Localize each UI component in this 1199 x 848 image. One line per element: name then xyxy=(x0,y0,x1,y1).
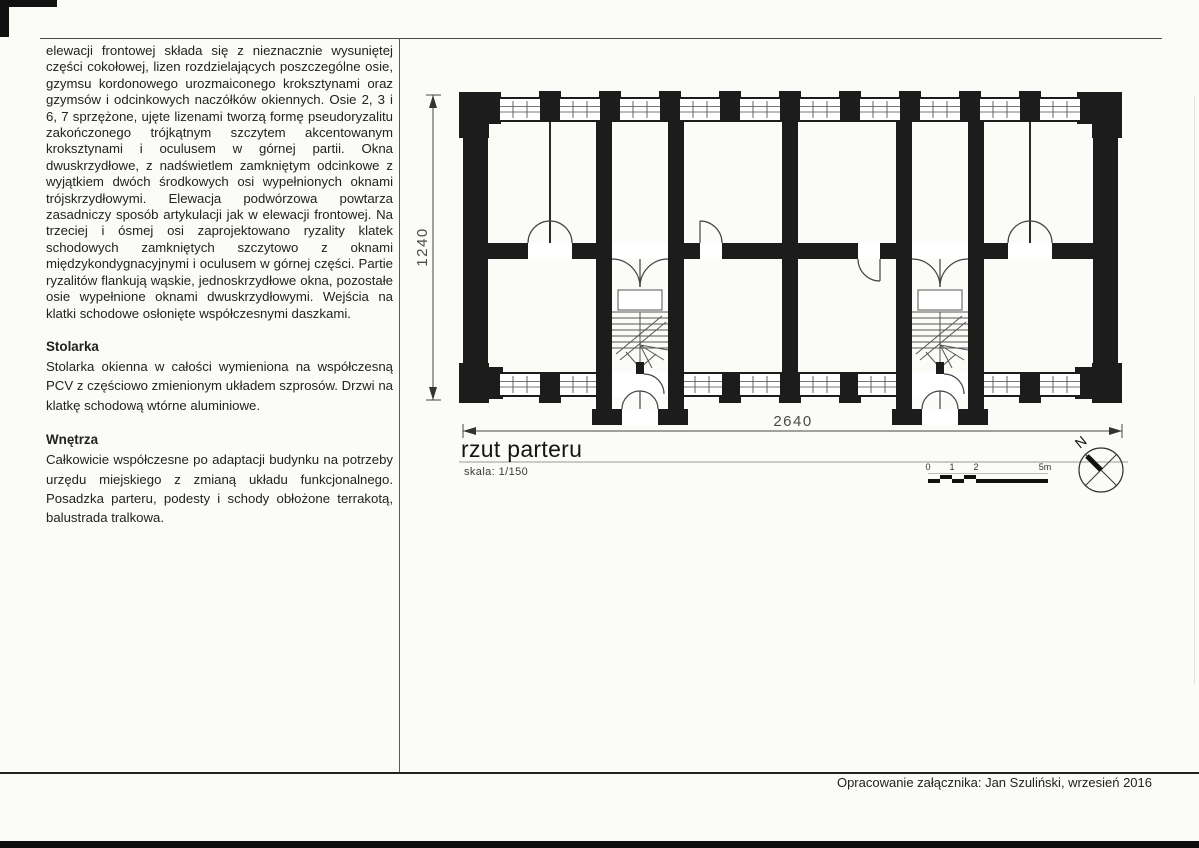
window xyxy=(680,99,720,120)
plan-title: rzut parteru xyxy=(461,436,583,462)
window xyxy=(560,99,600,120)
dimension-width xyxy=(463,413,1122,438)
staircase-right xyxy=(912,290,968,374)
section-heading-stolarka: Stolarka xyxy=(46,338,99,354)
scale-bar-tick-0: 0 xyxy=(925,462,931,472)
window xyxy=(920,99,960,120)
window xyxy=(800,374,840,395)
scale-bar-tick-5m: 5m xyxy=(1038,462,1052,472)
dimension-height xyxy=(414,95,441,400)
window xyxy=(1040,374,1080,395)
frame-top-rule xyxy=(40,38,1162,39)
plan-scale-label: skala: 1/150 xyxy=(464,466,529,478)
description-column xyxy=(46,43,393,528)
window xyxy=(620,99,660,120)
scan-edge-bottom xyxy=(0,841,1199,848)
window xyxy=(500,374,540,395)
scale-bar xyxy=(925,462,1051,483)
window xyxy=(860,99,900,120)
window xyxy=(500,99,540,120)
window xyxy=(1040,99,1080,120)
scale-bar-tick-1: 1 xyxy=(949,462,955,472)
window xyxy=(560,374,600,395)
dimension-width-label: 2640 xyxy=(773,413,813,430)
frame-bottom-rule xyxy=(0,772,1199,774)
footer-credit: Opracowanie załącznika: Jan Szuliński, wrzesień 2016 xyxy=(836,775,1152,790)
frame-vertical-divider xyxy=(399,38,400,773)
scale-bar-tick-2: 2 xyxy=(973,462,979,472)
staircase-left xyxy=(612,290,668,374)
window xyxy=(980,99,1020,120)
window xyxy=(682,374,722,395)
scan-edge-top xyxy=(0,0,57,7)
window xyxy=(740,374,780,395)
section-body-stolarka: Stolarka okienna w całości wymieniona na współczesną PCV z częściowo zmienionym układem szprosów. Drzwi na klatkę schodową wtórne aluminiowe. xyxy=(46,358,393,413)
window xyxy=(858,374,898,395)
compass-north-label: N xyxy=(1071,432,1090,452)
window xyxy=(740,99,780,120)
window xyxy=(800,99,840,120)
section-heading-wnetrza: Wnętrza xyxy=(46,432,99,448)
window xyxy=(980,374,1020,395)
section-body-wnetrza: Całkowicie współczesne po adaptacji budynku na potrzeby urzędu miejskiego z zmianą układu funkcjonalnego. Posadzka parteru, podesty i schody obłożone terrakotą, balustrada tralkowa. xyxy=(46,452,393,526)
description-paragraph: elewacji frontowej składa się z nieznacznie wysuniętej części cokołowej, lizen rozdzielających poszczególne osie, gzymsu kordonowego urozmaiconego kroksztynami oraz gzymsów i odcinkowych naczółków okiennych. Osie 2, 3 i 6, 7 sprzężone, ujęte lizenami tworzą formę pseudoryzalitu zakończonego trójkątnym szczytem akcentowanym kroksztynami i oculusem w górnej partii. Okna dwuskrzydłowe, z nadświetlem zamkniętym odcinkowe z wyjątkiem dwóch środkowych osi wypełnionych oknami trójskrzydłowymi. Elewacja podwórzowa powtarza zasadniczy sposób artykulacji jak w elewacji frontowej. Na trzeciej i ósmej osi zaprojektowano ryzality klatek schodowych zamkniętych szczytowo z oknami międzykondygnacyjnymi i oculusem w górnej części. Partie ryzalitów flankują wąskie, jednoskrzydłowe okna, pozostałe osie wypełnione oknami dwuskrzydłowymi. Wejścia na klatki schodowe osłonięte współczesnymi daszkami. xyxy=(46,43,393,321)
dimension-height-label: 1240 xyxy=(414,227,431,267)
compass-needle xyxy=(1087,456,1101,470)
